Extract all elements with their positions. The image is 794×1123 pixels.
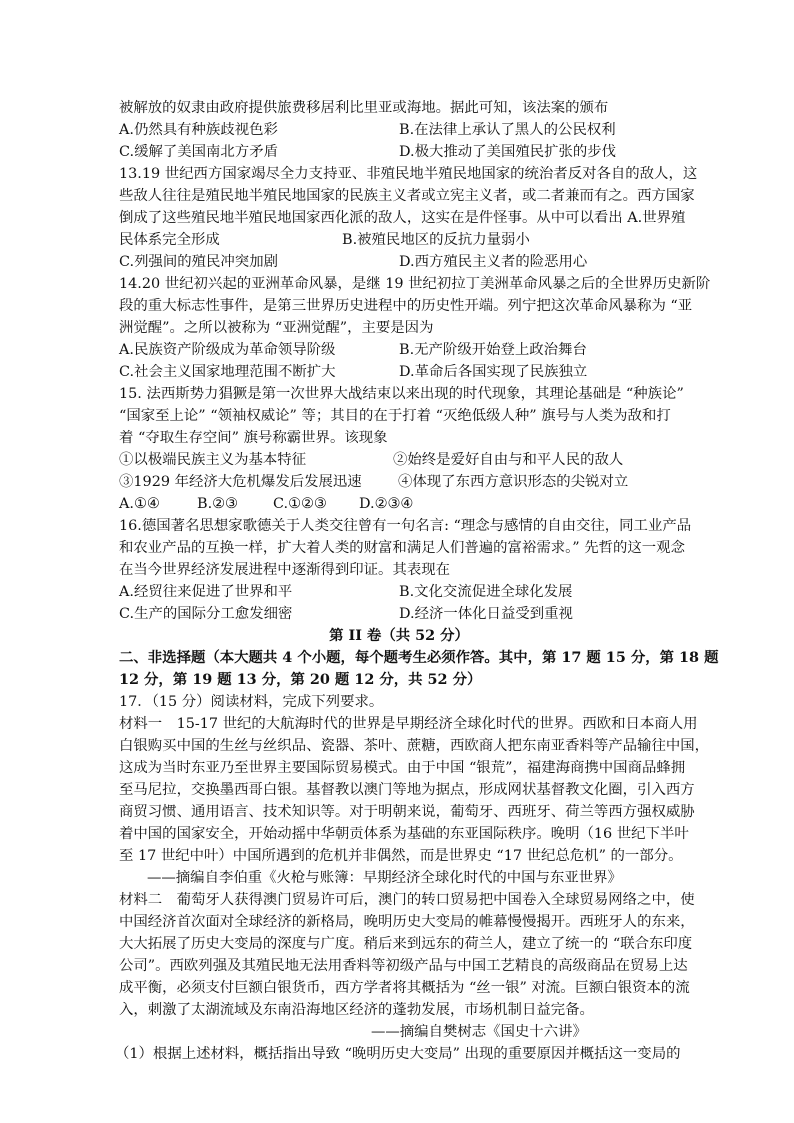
q17-material-2-line: 成平衡，必须支付巨额白银货币，西方学者将其概括为 “丝一银” 对流。巨额白银资本的流 [119,980,690,996]
q16-line-3: 在当今世界经济发展进程中逐渐得到印证。其表现在 [119,562,450,578]
q15-option-a: A.①④ [119,496,160,512]
q17-material-1-line: 至马尼拉，交换墨西哥白银。基督教以澳门等地为据点，形成网状基督教文化圈，引入西方 [119,782,695,798]
q12-option-b: B.在法律上承认了黑人的公民权利 [399,122,616,138]
q14-option-d: D.革命后各国实现了民族独立 [399,364,588,380]
q17-material-1-line: 着中国的国家安全，开始动摇中华朝贡体系为基础的东亚国际秩序。晚明（16 世纪下半叶 [119,826,689,842]
q17-task-1: （1）根据上述材料，概括指出导致 “晚明历史大变局” 出现的重要原因并概括这一变局的 [115,1046,681,1062]
q16-line-1: 16.德国著名思想家歌德关于人类交往曾有一句名言: “理念与感情的自由交往，同工业产品 [119,518,692,534]
q17-material-1-line: 至 17 世纪中叶）中国所遇到的危机并非偶然，而是世界史 “17 世纪总危机” 的一部分。 [119,848,683,864]
q16-option-a: A.经贸往来促进了世界和平 [119,584,293,600]
q17-material-1-line: 材料一 15-17 世纪的大航海时代的世界是早期经济全球化时代的世界。西欧和日本商人用 [119,716,698,732]
q14-line-1: 14.20 世纪初兴起的亚洲革命风暴，是继 19 世纪初拉丁美洲革命风暴之后的全世界历史新阶 [119,276,711,292]
q15-statement-3: ③1929 年经济大危机爆发后发展迅速 [119,474,362,490]
q15-statement-2: ②始终是爱好自由与和平人民的敌人 [393,452,624,468]
q17-material-1-line: 这成为当时东亚乃至世界主要国际贸易模式。由于中国 “银荒”，福建海商携中国商品蜂拥 [119,760,686,776]
q13-line-3: 倒成了这些殖民地半殖民地国家西化派的敌人，这实在是件怪事。从中可以看出 A.世界殖 [119,210,686,226]
q16-option-b: B.文化交流促进全球化发展 [399,584,573,600]
section-instructions-line-1: 二、非选择题（本大题共 4 个小题，每个题考生必须作答。其中，第 17 题 15 分，第 18 题 [119,649,719,666]
q15-line-1: 15. 法西斯势力猖獗是第一次世界大战结束以来出现的时代现象，其理论基础是 “种族论” [119,386,684,402]
q14-option-a: A.民族资产阶级成为革命领导阶级 [119,342,336,358]
q16-option-c: C.生产的国际分工愈发细密 [119,606,293,622]
q15-option-d: D.②③④ [359,496,414,512]
q17-material-2-line: 入，刺激了太湖流域及东南沿海地区经济的蓬勃发展，市场机制日益完备。 [119,1002,594,1018]
q15-line-2: “国家至上论” “领袖权威论” 等；其目的在于打着 “灭绝低级人种” 旗号与人类为敌和打 [119,408,671,424]
q15-option-b: B.②③ [197,496,238,512]
q17-material-2-line: 中国经济首次面对全球经济的新格局，晚明历史大变局的帷幕慢慢揭开。西班牙人的东来， [119,914,695,930]
q17-material-1-source: ——摘编自李伯重《火枪与账簿：早期经济全球化时代的中国与东亚世界》 [147,870,622,886]
q15-statement-1: ①以极端民族主义为基本特征 [119,452,307,468]
q15-line-3: 着 “夺取生存空间” 旗号称霸世界。该现象 [119,430,388,446]
section-title: 第 II 卷（共 52 分） [329,627,469,644]
q13-option-d: D.西方殖民主义者的险恶用心 [399,254,588,270]
q14-option-b: B.无产阶级开始登上政治舞台 [399,342,587,358]
q13-line-1: 13.19 世纪西方国家竭尽全力支持亚、非殖民地半殖民地国家的统治者反对各自的敌人，这 [119,166,698,182]
q12-option-d: D.极大推动了美国殖民扩张的步伐 [399,144,617,160]
q12-stem-tail: 被解放的奴隶由政府提供旅费移居利比里亚或海地。据此可知，该法案的颁布 [119,100,609,116]
q17-heading: 17．（15 分）阅读材料，完成下列要求。 [119,694,384,710]
q17-material-2-line: 大大拓展了历史大变局的深度与广度。稍后来到远东的荷兰人，建立了统一的 “联合东印度 [119,936,693,952]
q13-option-b: B.被殖民地区的反抗力量弱小 [342,232,530,248]
q17-material-1-line: 白银购买中国的生丝与丝织品、瓷器、茶叶、蔗糖，西欧商人把东南亚香料等产品输往中国， [119,738,710,754]
q16-option-d: D.经济一体化日益受到重视 [399,606,573,622]
q17-material-2-line: 公司”。西欧列强及其殖民地无法用香料等初级产品与中国工艺精良的高级商品在贸易上达 [119,958,688,974]
q15-option-c: C.①②③ [273,496,327,512]
q14-line-3: 洲觉醒”。之所以被称为 “亚洲觉醒”，主要是因为 [119,320,434,336]
q14-option-c: C.社会主义国家地理范围不断扩大 [119,364,336,380]
section-instructions-line-2: 12 分，第 19 题 13 分，第 20 题 12 分，共 52 分） [119,671,482,688]
q13-option-c: C.列强间的殖民冲突加剧 [119,254,278,270]
q12-option-c: C.缓解了美国南北方矛盾 [119,144,278,160]
q17-material-2-source: ——摘编自樊树志《国史十六讲》 [371,1024,587,1040]
q17-material-2-line: 材料二 葡萄牙人获得澳门贸易许可后，澳门的转口贸易把中国卷入全球贸易网络之中，使 [119,892,695,908]
q17-material-1-line: 商贸习惯、通用语言、技术知识等。对于明朝来说，葡萄牙、西班牙、荷兰等西方强权威胁 [119,804,695,820]
q13-option-a-tail: 民体系完全形成 [119,232,220,248]
q16-line-2: 和农业产品的互换一样，扩大着人类的财富和满足人们普遍的富裕需求。” 先哲的这一观念 [119,540,685,556]
q15-statement-4: ④体现了东西方意识形态的尖锐对立 [398,474,629,490]
q13-line-2: 些敌人往往是殖民地半殖民地国家的民族主义者或立宪主义者，或二者兼而有之。西方国家 [119,188,695,204]
q14-line-2: 段的重大标志性事件，是第三世界历史进程中的历史性开端。列宁把这次革命风暴称为 “亚 [119,298,693,314]
q12-option-a: A.仍然具有种族歧视色彩 [119,122,278,138]
